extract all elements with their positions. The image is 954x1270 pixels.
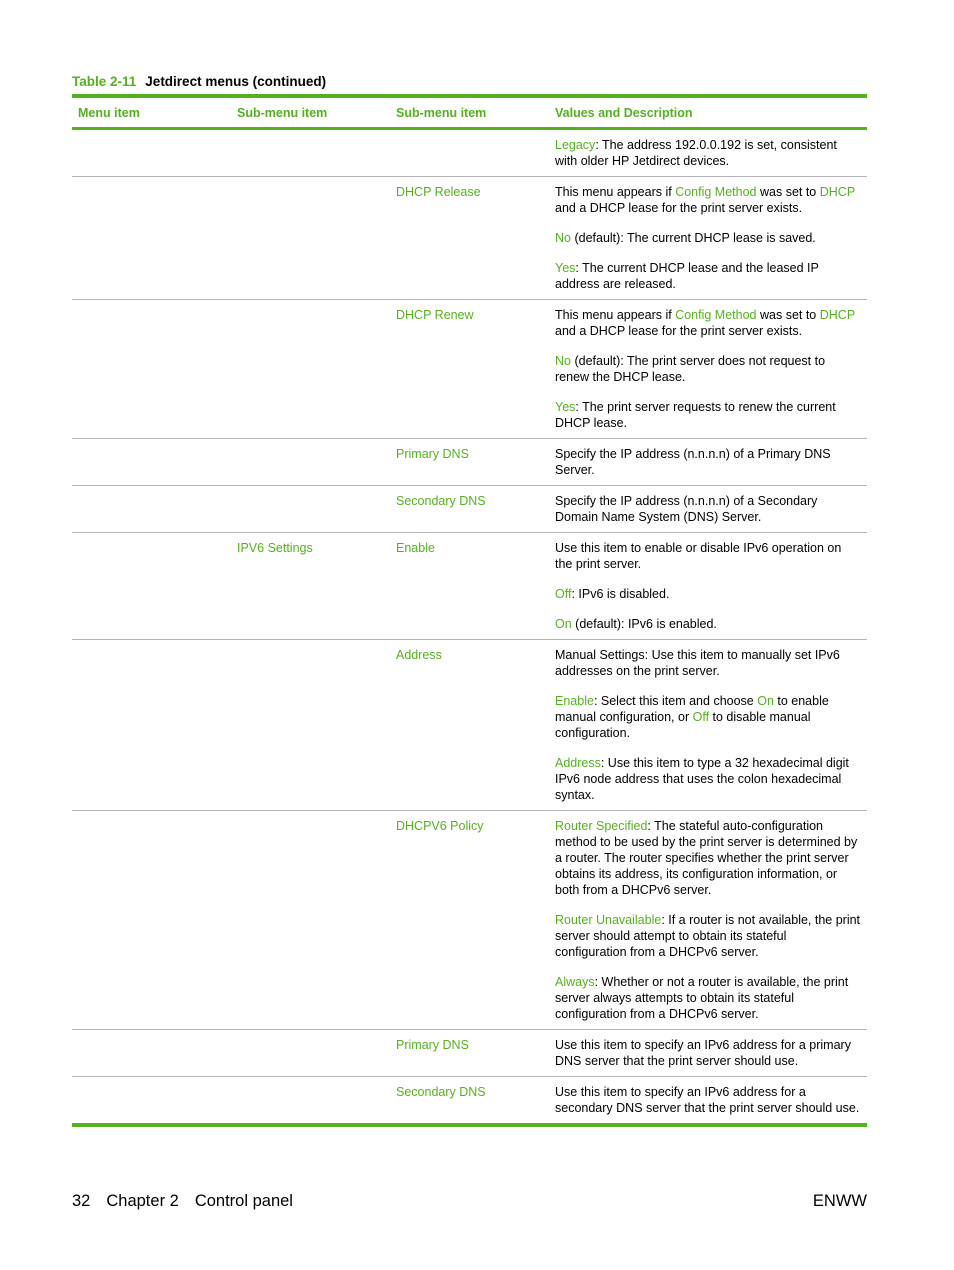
description-text: : IPv6 is disabled. bbox=[571, 587, 670, 601]
description-text: : Whether or not a router is available, the print server always attempts to obtain its stateful configuration from a DHCPv6 server. bbox=[555, 975, 849, 1021]
page-footer-left bbox=[72, 1192, 309, 1211]
description-cell bbox=[549, 1030, 867, 1077]
description-text: (default): IPv6 is enabled. bbox=[571, 617, 717, 631]
description-text: Specify the IP address (n.n.n.n) of a Primary DNS Server. bbox=[555, 447, 831, 477]
menu-item-cell bbox=[72, 129, 231, 177]
description-cell bbox=[549, 177, 867, 300]
menu-value-term: Address bbox=[555, 756, 601, 770]
description-paragraph bbox=[555, 1037, 861, 1069]
menu-value-term: Off bbox=[692, 710, 710, 724]
menu-value-term: Off bbox=[555, 587, 572, 601]
description-cell bbox=[549, 533, 867, 640]
sub-menu-item-cell bbox=[231, 640, 390, 811]
table-number: Table 2-11 bbox=[72, 74, 137, 89]
header-values-description: Values and Description bbox=[549, 96, 867, 129]
sub-menu-item-2-cell: Primary DNS bbox=[390, 439, 549, 486]
sub-menu-item-cell bbox=[231, 1030, 390, 1077]
table-row bbox=[72, 486, 867, 533]
description-paragraph bbox=[555, 493, 861, 525]
description-text: Use this item to specify an IPv6 address for a secondary DNS server that the print server should use. bbox=[555, 1085, 860, 1115]
description-text: was set to bbox=[756, 308, 820, 322]
description-cell bbox=[549, 439, 867, 486]
menu-item-cell bbox=[72, 533, 231, 640]
header-sub-menu-item-2: Sub-menu item bbox=[390, 96, 549, 129]
menu-item-cell bbox=[72, 486, 231, 533]
description-paragraph bbox=[555, 1084, 861, 1116]
description-paragraph bbox=[555, 647, 861, 679]
menu-value-term: DHCP bbox=[819, 308, 855, 322]
sub-menu-item-cell bbox=[231, 486, 390, 533]
description-text: Specify the IP address (n.n.n.n) of a Secondary Domain Name System (DNS) Server. bbox=[555, 494, 818, 524]
menu-item-cell bbox=[72, 640, 231, 811]
sub-menu-item-cell bbox=[231, 1077, 390, 1126]
table-body bbox=[72, 129, 867, 1126]
section-label: Control panel bbox=[194, 1192, 293, 1210]
description-cell bbox=[549, 486, 867, 533]
sub-menu-item-2-cell: Primary DNS bbox=[390, 1030, 549, 1077]
table-row bbox=[72, 533, 867, 640]
description-text: Use this item to enable or disable IPv6 operation on the print server. bbox=[555, 541, 842, 571]
table-row bbox=[72, 1077, 867, 1126]
description-paragraph bbox=[555, 446, 861, 478]
menu-value-term: Router Specified bbox=[555, 819, 648, 833]
menu-value-term: DHCP bbox=[819, 185, 855, 199]
description-text: to disable manual configuration. bbox=[555, 710, 811, 740]
menu-value-term: On bbox=[757, 694, 774, 708]
menu-value-term: No bbox=[555, 354, 571, 368]
description-paragraph bbox=[555, 818, 861, 898]
menu-value-term: Router Unavailable bbox=[555, 913, 662, 927]
description-cell bbox=[549, 1077, 867, 1126]
description-paragraph bbox=[555, 260, 861, 292]
description-cell bbox=[549, 300, 867, 439]
sub-menu-item-cell bbox=[231, 439, 390, 486]
description-paragraph bbox=[555, 693, 861, 741]
menu-item-cell bbox=[72, 1077, 231, 1126]
description-paragraph bbox=[555, 974, 861, 1022]
description-paragraph bbox=[555, 353, 861, 385]
description-text: to enable manual configuration, or bbox=[555, 694, 829, 724]
sub-menu-item-cell: IPV6 Settings bbox=[231, 533, 390, 640]
header-menu-item: Menu item bbox=[72, 96, 231, 129]
description-text: : Select this item and choose bbox=[593, 694, 758, 708]
description-paragraph bbox=[555, 184, 861, 216]
sub-menu-item-2-cell bbox=[390, 129, 549, 177]
description-paragraph bbox=[555, 230, 861, 246]
sub-menu-item-2-cell: Address bbox=[390, 640, 549, 811]
description-text: : The print server requests to renew the current DHCP lease. bbox=[555, 400, 836, 430]
sub-menu-item-2-cell: Secondary DNS bbox=[390, 1077, 549, 1126]
menu-value-term: Enable bbox=[555, 694, 594, 708]
description-text: was set to bbox=[756, 185, 820, 199]
table-row bbox=[72, 811, 867, 1030]
description-text: This menu appears if bbox=[555, 185, 676, 199]
description-paragraph bbox=[555, 616, 861, 632]
sub-menu-item-2-cell: DHCPV6 Policy bbox=[390, 811, 549, 1030]
description-paragraph bbox=[555, 586, 861, 602]
footer-brand: ENWW bbox=[812, 1192, 867, 1210]
table-caption bbox=[72, 74, 326, 89]
description-text: (default): The print server does not request to renew the DHCP lease. bbox=[555, 354, 826, 384]
description-paragraph bbox=[555, 912, 861, 960]
menu-item-cell bbox=[72, 439, 231, 486]
description-text: : The stateful auto-configuration method to be used by the print server is determined by a router. The router specifies whether the print server obtains its address, its configuration information, or both from a DHCPv6 server. bbox=[555, 819, 858, 897]
sub-menu-item-cell bbox=[231, 811, 390, 1030]
menu-value-term: On bbox=[555, 617, 572, 631]
description-cell bbox=[549, 129, 867, 177]
menu-item-cell bbox=[72, 1030, 231, 1077]
description-text: : The current DHCP lease and the leased IP address are released. bbox=[555, 261, 819, 291]
description-paragraph bbox=[555, 399, 861, 431]
menu-item-cell bbox=[72, 177, 231, 300]
jetdirect-menus-table bbox=[72, 94, 867, 1127]
menu-value-term: Always bbox=[555, 975, 595, 989]
description-paragraph bbox=[555, 755, 861, 803]
description-text: (default): The current DHCP lease is saved. bbox=[570, 231, 816, 245]
menu-item-cell bbox=[72, 300, 231, 439]
description-paragraph bbox=[555, 540, 861, 572]
table-row bbox=[72, 177, 867, 300]
description-text: Manual Settings: Use this item to manually set IPv6 addresses on the print server. bbox=[555, 648, 840, 678]
table-row bbox=[72, 300, 867, 439]
description-text: and a DHCP lease for the print server exists. bbox=[555, 324, 803, 338]
table-row bbox=[72, 640, 867, 811]
menu-value-term: Config Method bbox=[675, 308, 757, 322]
description-text: and a DHCP lease for the print server exists. bbox=[555, 201, 803, 215]
menu-value-term: Config Method bbox=[675, 185, 757, 199]
table-row bbox=[72, 439, 867, 486]
description-paragraph bbox=[555, 137, 861, 169]
menu-item-cell bbox=[72, 811, 231, 1030]
sub-menu-item-cell bbox=[231, 129, 390, 177]
table-header-row bbox=[72, 96, 867, 129]
page-number: 32 bbox=[72, 1192, 91, 1210]
description-text: This menu appears if bbox=[555, 308, 676, 322]
sub-menu-item-2-cell: DHCP Release bbox=[390, 177, 549, 300]
description-text: Use this item to specify an IPv6 address for a primary DNS server that the print server should use. bbox=[555, 1038, 851, 1068]
description-text: : The address 192.0.0.192 is set, consistent with older HP Jetdirect devices. bbox=[555, 138, 837, 168]
sub-menu-item-2-cell: Secondary DNS bbox=[390, 486, 549, 533]
sub-menu-item-cell bbox=[231, 177, 390, 300]
sub-menu-item-cell bbox=[231, 300, 390, 439]
table-row bbox=[72, 1030, 867, 1077]
table-title: Jetdirect menus (continued) bbox=[145, 74, 327, 89]
menu-value-term: Yes bbox=[555, 400, 576, 414]
chapter-label: Chapter 2 bbox=[106, 1192, 179, 1210]
header-sub-menu-item: Sub-menu item bbox=[231, 96, 390, 129]
sub-menu-item-2-cell: DHCP Renew bbox=[390, 300, 549, 439]
menu-value-term: No bbox=[555, 231, 571, 245]
description-paragraph bbox=[555, 307, 861, 339]
table-row bbox=[72, 129, 867, 177]
description-cell bbox=[549, 640, 867, 811]
description-text: : If a router is not available, the print server should attempt to obtain its stateful configuration from a DHCPv6 server. bbox=[555, 913, 861, 959]
menu-value-term: Yes bbox=[555, 261, 576, 275]
description-cell bbox=[549, 811, 867, 1030]
sub-menu-item-2-cell: Enable bbox=[390, 533, 549, 640]
description-text: : Use this item to type a 32 hexadecimal digit IPv6 node address that uses the colon hexadecimal syntax. bbox=[555, 756, 849, 802]
menu-value-term: Legacy bbox=[555, 138, 596, 152]
